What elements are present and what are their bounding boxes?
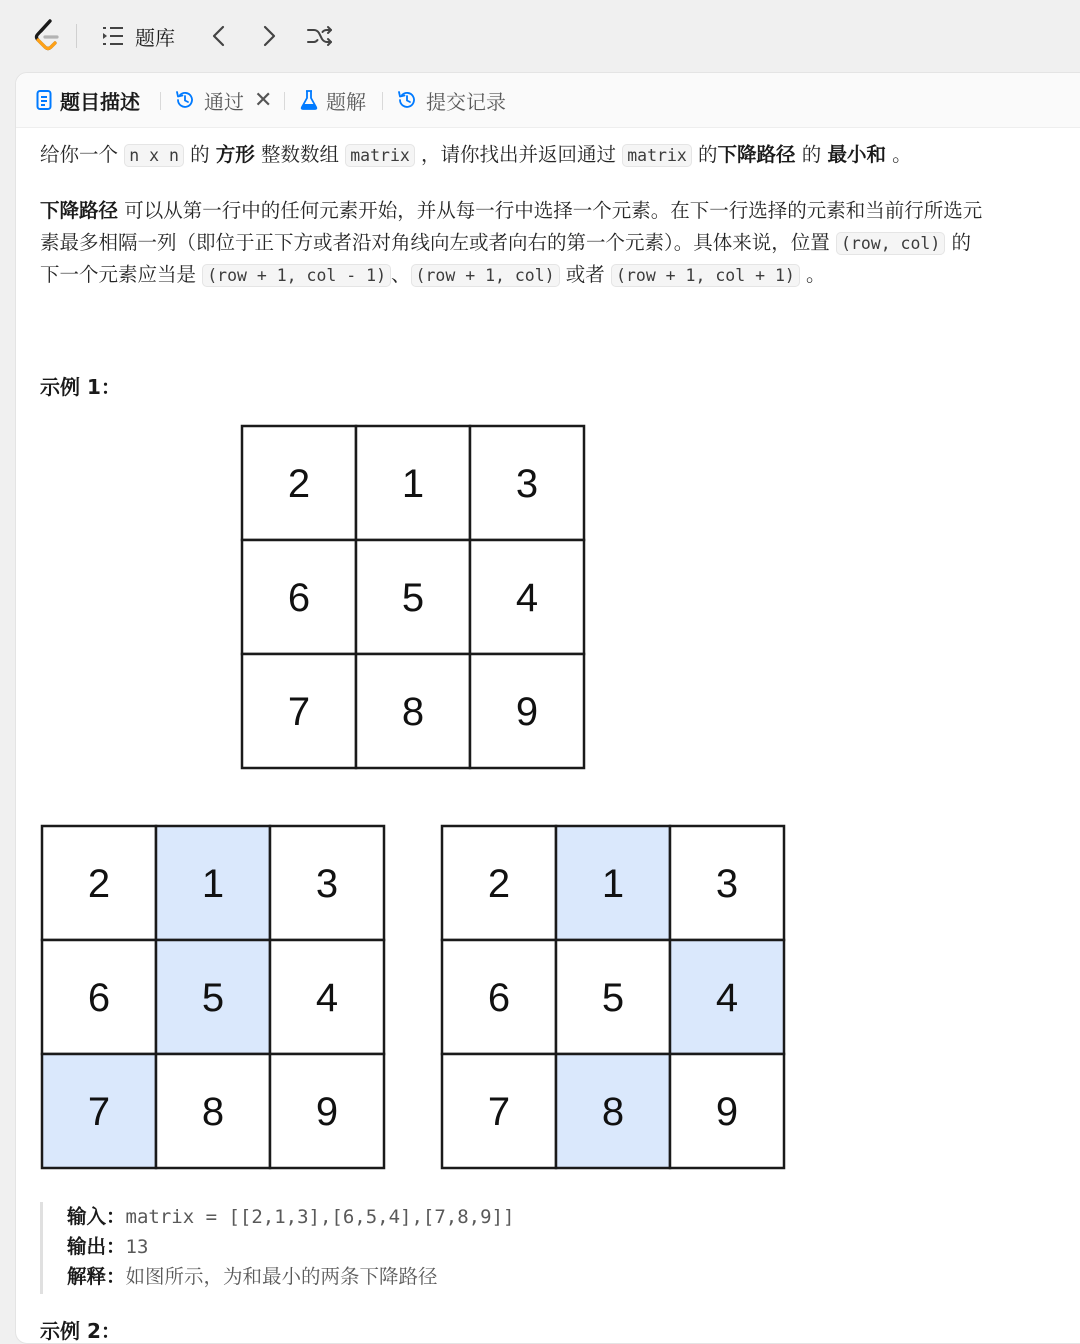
description-paragraph-2-line-2 [40,227,1060,260]
tab-description[interactable] [36,86,140,114]
text: 整数数组 [254,143,346,166]
tab-accepted[interactable] [174,86,272,114]
path-a-value-1-2: 4 [315,976,339,1020]
path-a-value-0-1: 1 [201,862,225,906]
text: 的 [183,143,216,166]
inline-code: matrix [622,144,692,167]
inline-code: matrix [345,144,415,167]
path-b-value-1-2: 4 [715,976,739,1020]
output-value: 13 [125,1236,149,1258]
top-bar [0,0,1080,72]
path-b-value-2-2: 9 [715,1090,739,1134]
text: 给你一个 [40,143,125,166]
tab-divider [382,92,383,110]
text: 素最多相隔一列（即位于正下方或者沿对角线向左或者向右的第一个元素）。具体来说，位置 [40,231,836,254]
history-icon [174,89,196,111]
inline-code: (row + 1, col - 1) [202,264,391,287]
matrix-value-1-2: 4 [515,576,539,620]
tab-divider [160,92,161,110]
example-1-title: 示例 1： [40,375,121,399]
description-paragraph-2-line-1 [40,195,1060,227]
tab-submissions[interactable] [396,86,506,114]
chevron-right-icon [258,24,280,48]
text: 或者 [559,263,612,286]
example-2-title: 示例 2： [40,1319,121,1343]
prev-problem-button[interactable] [208,20,230,52]
example-input-line [67,1202,667,1232]
text: 下一个元素应当是 [40,263,203,286]
problem-panel [15,72,1080,1344]
flask-icon [300,89,318,111]
history-icon [396,89,418,111]
tab-submissions-label: 提交记录 [426,89,506,114]
text: 的 [795,143,828,166]
text: 。 [885,143,912,166]
path-a-value-1-1: 5 [201,976,225,1020]
leetcode-logo-icon[interactable] [33,19,63,53]
shuffle-icon [306,24,334,48]
path-a-value-2-2: 9 [315,1090,339,1134]
text: ，请你找出并返回通过 [414,143,623,166]
topbar-divider [76,24,77,48]
bold-text: 方形 [215,143,255,166]
output-label: 输出： [67,1235,126,1258]
path-b-value-1-1: 5 [601,976,625,1020]
matrix-value-0-1: 1 [401,462,425,506]
bold-text: 下降路径 [717,143,796,166]
tab-bar [16,73,1080,128]
chevron-left-icon [208,24,230,48]
inline-code: n x n [124,144,184,167]
example-1-matrix-figure [240,424,590,774]
example-explanation-line [67,1262,667,1292]
description-icon [36,89,52,111]
description-paragraph-1 [40,139,1060,172]
text: 的 [691,143,718,166]
text: 可以从第一行中的任何元素开始，并从每一行中选择一个元素。在下一行选择的元素和当前行所选元 [118,199,983,222]
tab-accepted-label: 通过 [204,89,244,114]
path-a-value-0-0: 2 [87,862,111,906]
problem-list-label: 题库 [135,25,175,50]
bold-text: 最小和 [827,143,886,166]
text: 、 [391,263,411,286]
list-indent-icon [101,25,125,47]
matrix-value-1-1: 5 [401,576,425,620]
text: 。 [799,263,826,286]
text: 的 [945,231,971,254]
inline-code: (row, col) [836,232,945,255]
tab-description-label: 题目描述 [60,89,140,114]
path-b-value-0-2: 3 [715,862,739,906]
inline-code: (row + 1, col) [411,264,560,287]
matrix-value-2-2: 9 [515,690,539,734]
random-problem-button[interactable] [306,20,334,52]
matrix-value-1-0: 6 [287,576,311,620]
example-1-path-a-figure [40,824,390,1174]
next-problem-button[interactable] [258,20,280,52]
path-a-value-1-0: 6 [87,976,111,1020]
matrix-value-2-1: 8 [401,690,425,734]
problem-list-button[interactable] [101,20,175,52]
tab-solutions[interactable] [300,86,366,114]
example-1-io-block [40,1202,667,1294]
input-label: 输入： [67,1205,126,1228]
matrix-value-2-0: 7 [287,690,311,734]
matrix-value-0-2: 3 [515,462,539,506]
explanation-label: 解释： [67,1265,126,1288]
inline-code: (row + 1, col + 1) [611,264,800,287]
path-b-value-2-0: 7 [487,1090,511,1134]
description-paragraph-2-line-3 [40,259,1060,292]
tab-solutions-label: 题解 [326,89,366,114]
path-a-value-2-0: 7 [87,1090,111,1134]
path-a-value-0-2: 3 [315,862,339,906]
input-value: matrix = [[2,1,3],[6,5,4],[7,8,9]] [125,1206,515,1228]
tab-divider [284,92,285,110]
example-output-line [67,1232,667,1262]
path-b-value-0-0: 2 [487,862,511,906]
explanation-value: 如图所示，为和最小的两条下降路径 [125,1265,438,1288]
example-1-path-b-figure [440,824,790,1174]
bold-text: 下降路径 [40,199,119,222]
path-b-value-0-1: 1 [601,862,625,906]
path-b-value-1-0: 6 [487,976,511,1020]
matrix-value-0-0: 2 [287,462,311,506]
close-tab-icon[interactable]: ✕ [254,87,273,113]
path-b-value-2-1: 8 [601,1090,625,1134]
path-a-value-2-1: 8 [201,1090,225,1134]
